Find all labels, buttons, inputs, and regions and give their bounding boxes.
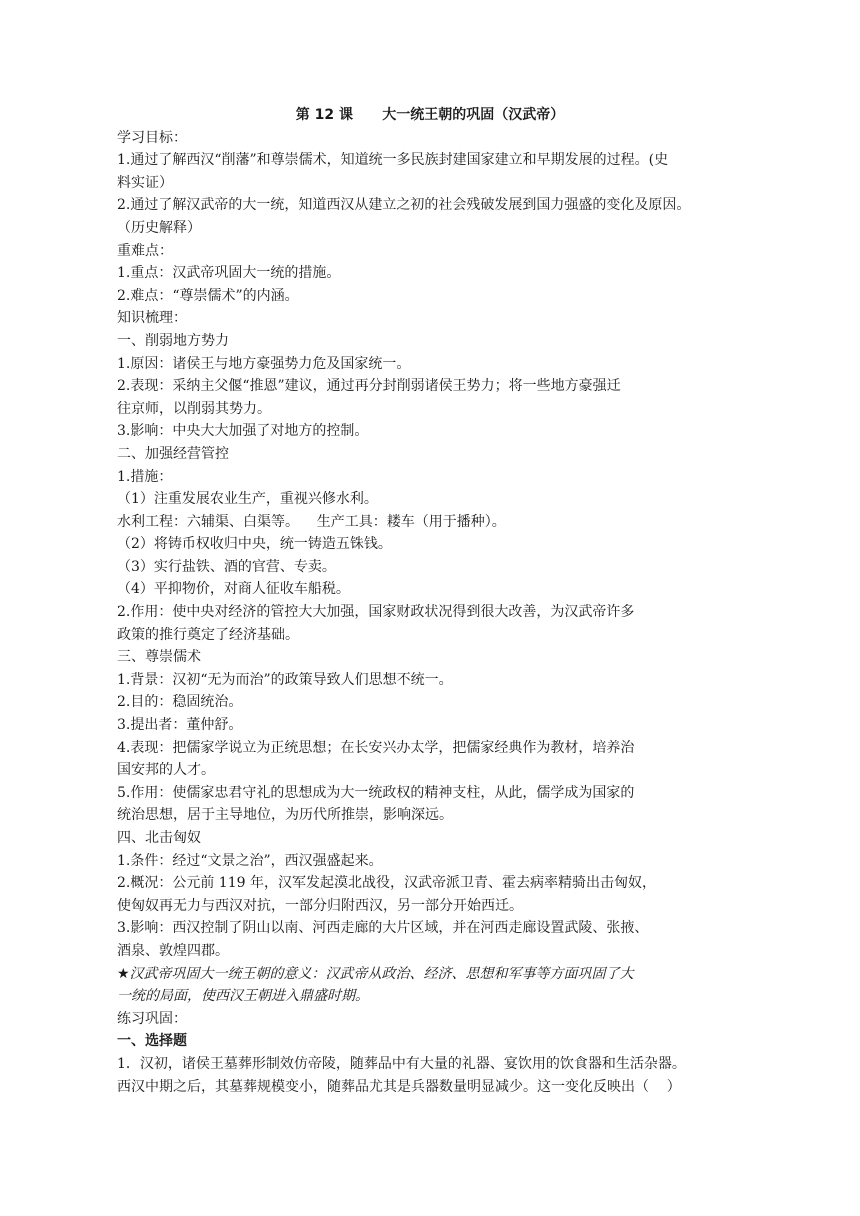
text-line: （1）注重发展农业生产，重视兴修水利。 — [117, 491, 378, 508]
document-body — [117, 104, 743, 1098]
text-line: 酒泉、敦煌四郡。 — [117, 942, 229, 959]
text-line: 1.重点：汉武帝巩固大一统的措施。 — [117, 265, 341, 282]
text-line: 1.条件：经过“文景之治”，西汉强盛起来。 — [117, 852, 383, 869]
text-line: 练习巩固： — [117, 1010, 187, 1027]
text-line: 一、选择题 — [117, 1033, 187, 1050]
text-line: （4）平抑物价，对商人征收车船税。 — [117, 581, 350, 598]
text-line: 二、加强经营管控 — [117, 445, 229, 462]
text-line: 4.表现：把儒家学说立为正统思想；在长安兴办太学，把儒家经典作为教材，培养治 — [117, 739, 635, 756]
text-line: 3.影响：中央大大加强了对地方的控制。 — [117, 423, 369, 440]
text-line: ★汉武帝巩固大一统王朝的意义：汉武帝从政治、经济、思想和军事等方面巩固了大 — [117, 965, 634, 982]
text-line: 三、尊崇儒术 — [117, 649, 201, 666]
text-line: 1．汉初，诸侯王墓葬形制效仿帝陵，随葬品中有大量的礼器、宴饮用的饮食器和生活杂器。 — [117, 1055, 686, 1072]
text-line: 1.通过了解西汉“削藩”和尊崇儒术，知道统一多民族封建国家建立和早期发展的过程。(史 — [117, 152, 669, 169]
text-line: 重难点： — [117, 242, 173, 259]
text-line: 水利工程：六辅渠、白渠等。 生产工具：耧车（用于播种）。 — [117, 513, 506, 530]
text-line: 使匈奴再无力与西汉对抗，一部分归附西汉，另一部分开始西迁。 — [117, 897, 523, 914]
text-line: 3.影响：西汉控制了阴山以南、河西走廊的大片区域，并在河西走廊设置武陵、张掖、 — [117, 920, 649, 937]
text-line: 1.背景：汉初“无为而治”的政策导致人们思想不统一。 — [117, 671, 453, 688]
text-line: 2.通过了解汉武帝的大一统，知道西汉从建立之初的社会残破发展到国力强盛的变化及原因。 — [117, 197, 691, 214]
text-line: 统治思想，居于主导地位，为历代所推崇，影响深远。 — [117, 807, 453, 824]
text-line: 2.作用：使中央对经济的管控大大加强，国家财政状况得到很大改善，为汉武帝许多 — [117, 604, 635, 621]
text-line: 政策的推行奠定了经济基础。 — [117, 626, 299, 643]
text-line: 1.原因：诸侯王与地方豪强势力危及国家统一。 — [117, 355, 411, 372]
text-line: 西汉中期之后，其墓葬规模变小，随葬品尤其是兵器数量明显减少。这一变化反映出（ ） — [117, 1078, 681, 1095]
text-line: 一、削弱地方势力 — [117, 332, 229, 349]
text-line: 1.措施： — [117, 468, 173, 485]
text-lines — [117, 127, 743, 1099]
text-line: 学习目标： — [117, 129, 187, 146]
text-line: 3.提出者：董仲舒。 — [117, 717, 243, 734]
text-line: 2.目的：稳固统治。 — [117, 694, 243, 711]
text-line: 5.作用：使儒家忠君守礼的思想成为大一统政权的精神支柱，从此，儒学成为国家的 — [117, 784, 635, 801]
text-line: 往京师，以削弱其势力。 — [117, 400, 271, 417]
text-line: 2.概况：公元前 119 年，汉军发起漠北战役，汉武帝派卫青、霍去病率精骑出击匈奴， — [117, 875, 656, 892]
text-line: 国安邦的人才。 — [117, 762, 215, 779]
text-line: 2.难点：“尊崇儒术”的内涵。 — [117, 287, 299, 304]
text-line: 一统的局面，使西汉王朝进入鼎盛时期。 — [117, 988, 369, 1005]
page-title: 第 12 课 大一统王朝的巩固（汉武帝） — [295, 107, 565, 123]
text-line: 料实证） — [117, 174, 173, 191]
text-line: 知识梳理： — [117, 310, 187, 327]
text-line: （2）将铸币权收归中央，统一铸造五铢钱。 — [117, 536, 392, 553]
text-line: （3）实行盐铁、酒的官营、专卖。 — [117, 558, 336, 575]
text-line: （历史解释） — [117, 219, 201, 236]
text-line: 2.表现：采纳主父偃“推恩”建议，通过再分封削弱诸侯王势力；将一些地方豪强迁 — [117, 378, 621, 395]
text-line: 四、北击匈奴 — [117, 830, 201, 846]
